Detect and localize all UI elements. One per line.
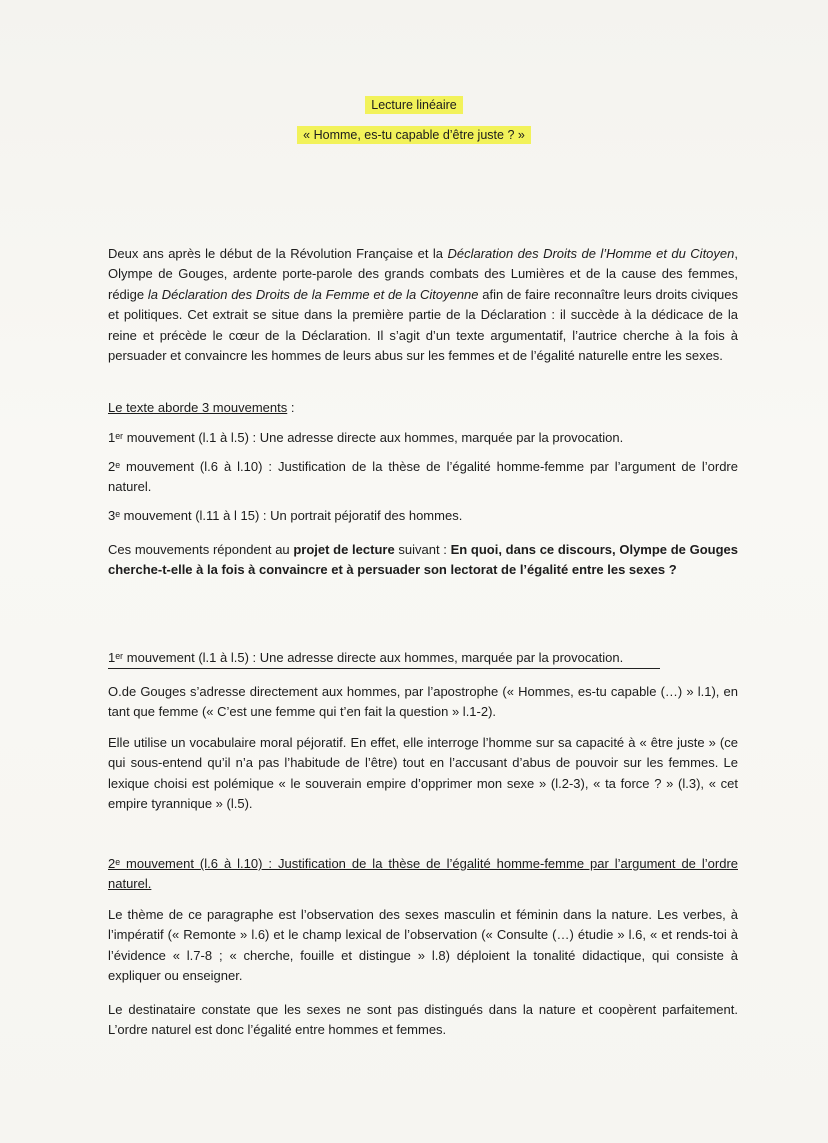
movements-heading: Le texte aborde 3 mouvements : xyxy=(108,400,295,415)
section-1-heading: 1ᵉʳ mouvement (l.1 à l.5) : Une adresse directe aux hommes, marquée par la provocation. xyxy=(108,648,660,669)
movement-1-summary: 1ᵉʳ mouvement (l.1 à l.5) : Une adresse directe aux hommes, marquée par la provocation. xyxy=(108,430,624,445)
document-subtitle: « Homme, es-tu capable d’être juste ? » xyxy=(0,126,828,144)
section-2-heading: 2ᵉ mouvement (l.6 à l.10) : Justification de la thèse de l’égalité homme-femme par l’argument de l’ordre naturel. xyxy=(108,856,738,892)
reading-project: Ces mouvements répondent au projet de lecture suivant : En quoi, dans ce discours, Olympe de Gouges cherche-t-elle à la fois à convaincre et à persuader son lectorat de l’égalité entre les sexes ? xyxy=(108,542,739,578)
document-title: Lecture linéaire xyxy=(0,96,828,114)
section-2-paragraph-1: Le thème de ce paragraphe est l’observation des sexes masculin et féminin dans la nature. Les verbes, à l’impératif (« Remonte » l.6) et le champ lexical de l’observation (« Consulte (…) étudie » l.6, « et rends-toi à l’évidence « l.7-8 ; « cherche, fouille et distingue » l.8) déploient la tonalité didactique, qui consiste à expliquer ou enseigner. xyxy=(108,907,738,984)
intro-paragraph: Deux ans après le début de la Révolution Française et la Déclaration des Droits de l’Homme et du Citoyen, Olympe de Gouges, ardente porte-parole des grands combats des Lumières et de la cause des femmes, rédige la Déclaration des Droits de la Femme et de la Citoyenne afin de faire reconnaître leurs droits civiques et politiques. Cet extrait se situe dans la première partie de la Déclaration : il succède à la dédicace de la reine et précède le cœur de la Déclaration. Il s’agit d’un texte argumentatif, l’autrice cherche à la fois à persuader et convaincre les hommes de leurs abus sur les femmes et de l’égalité naturelle entre les sexes. xyxy=(108,246,739,364)
section-1-paragraph-2: Elle utilise un vocabulaire moral péjoratif. En effet, elle interroge l’homme sur sa capacité à « être juste » (ce qui sous-entend qu’il n’a pas l’habitude de l’être) tout en l’accusant d’abus de pouvoir sur les femmes. Le lexique choisi est polémique « le souverain empire d’opprimer mon sexe » (l.2-3), « ta force ? » (l.3), « cet empire tyrannique » (l.5). xyxy=(108,735,738,812)
movement-3-summary: 3ᵉ mouvement (l.11 à l 15) : Un portrait péjoratif des hommes. xyxy=(108,508,463,523)
movement-2-summary: 2ᵉ mouvement (l.6 à l.10) : Justification de la thèse de l’égalité homme-femme par l’argument de l’ordre naturel. xyxy=(108,459,738,495)
section-1-paragraph-1: O.de Gouges s’adresse directement aux hommes, par l’apostrophe (« Hommes, es-tu capable (…) » l.1), en tant que femme (« C’est une femme qui t’en fait la question » l.1-2). xyxy=(108,684,738,720)
section-2-paragraph-2: Le destinataire constate que les sexes ne sont pas distingués dans la nature et coopèrent parfaitement. L’ordre naturel est donc l’égalité entre hommes et femmes. xyxy=(108,1002,738,1038)
